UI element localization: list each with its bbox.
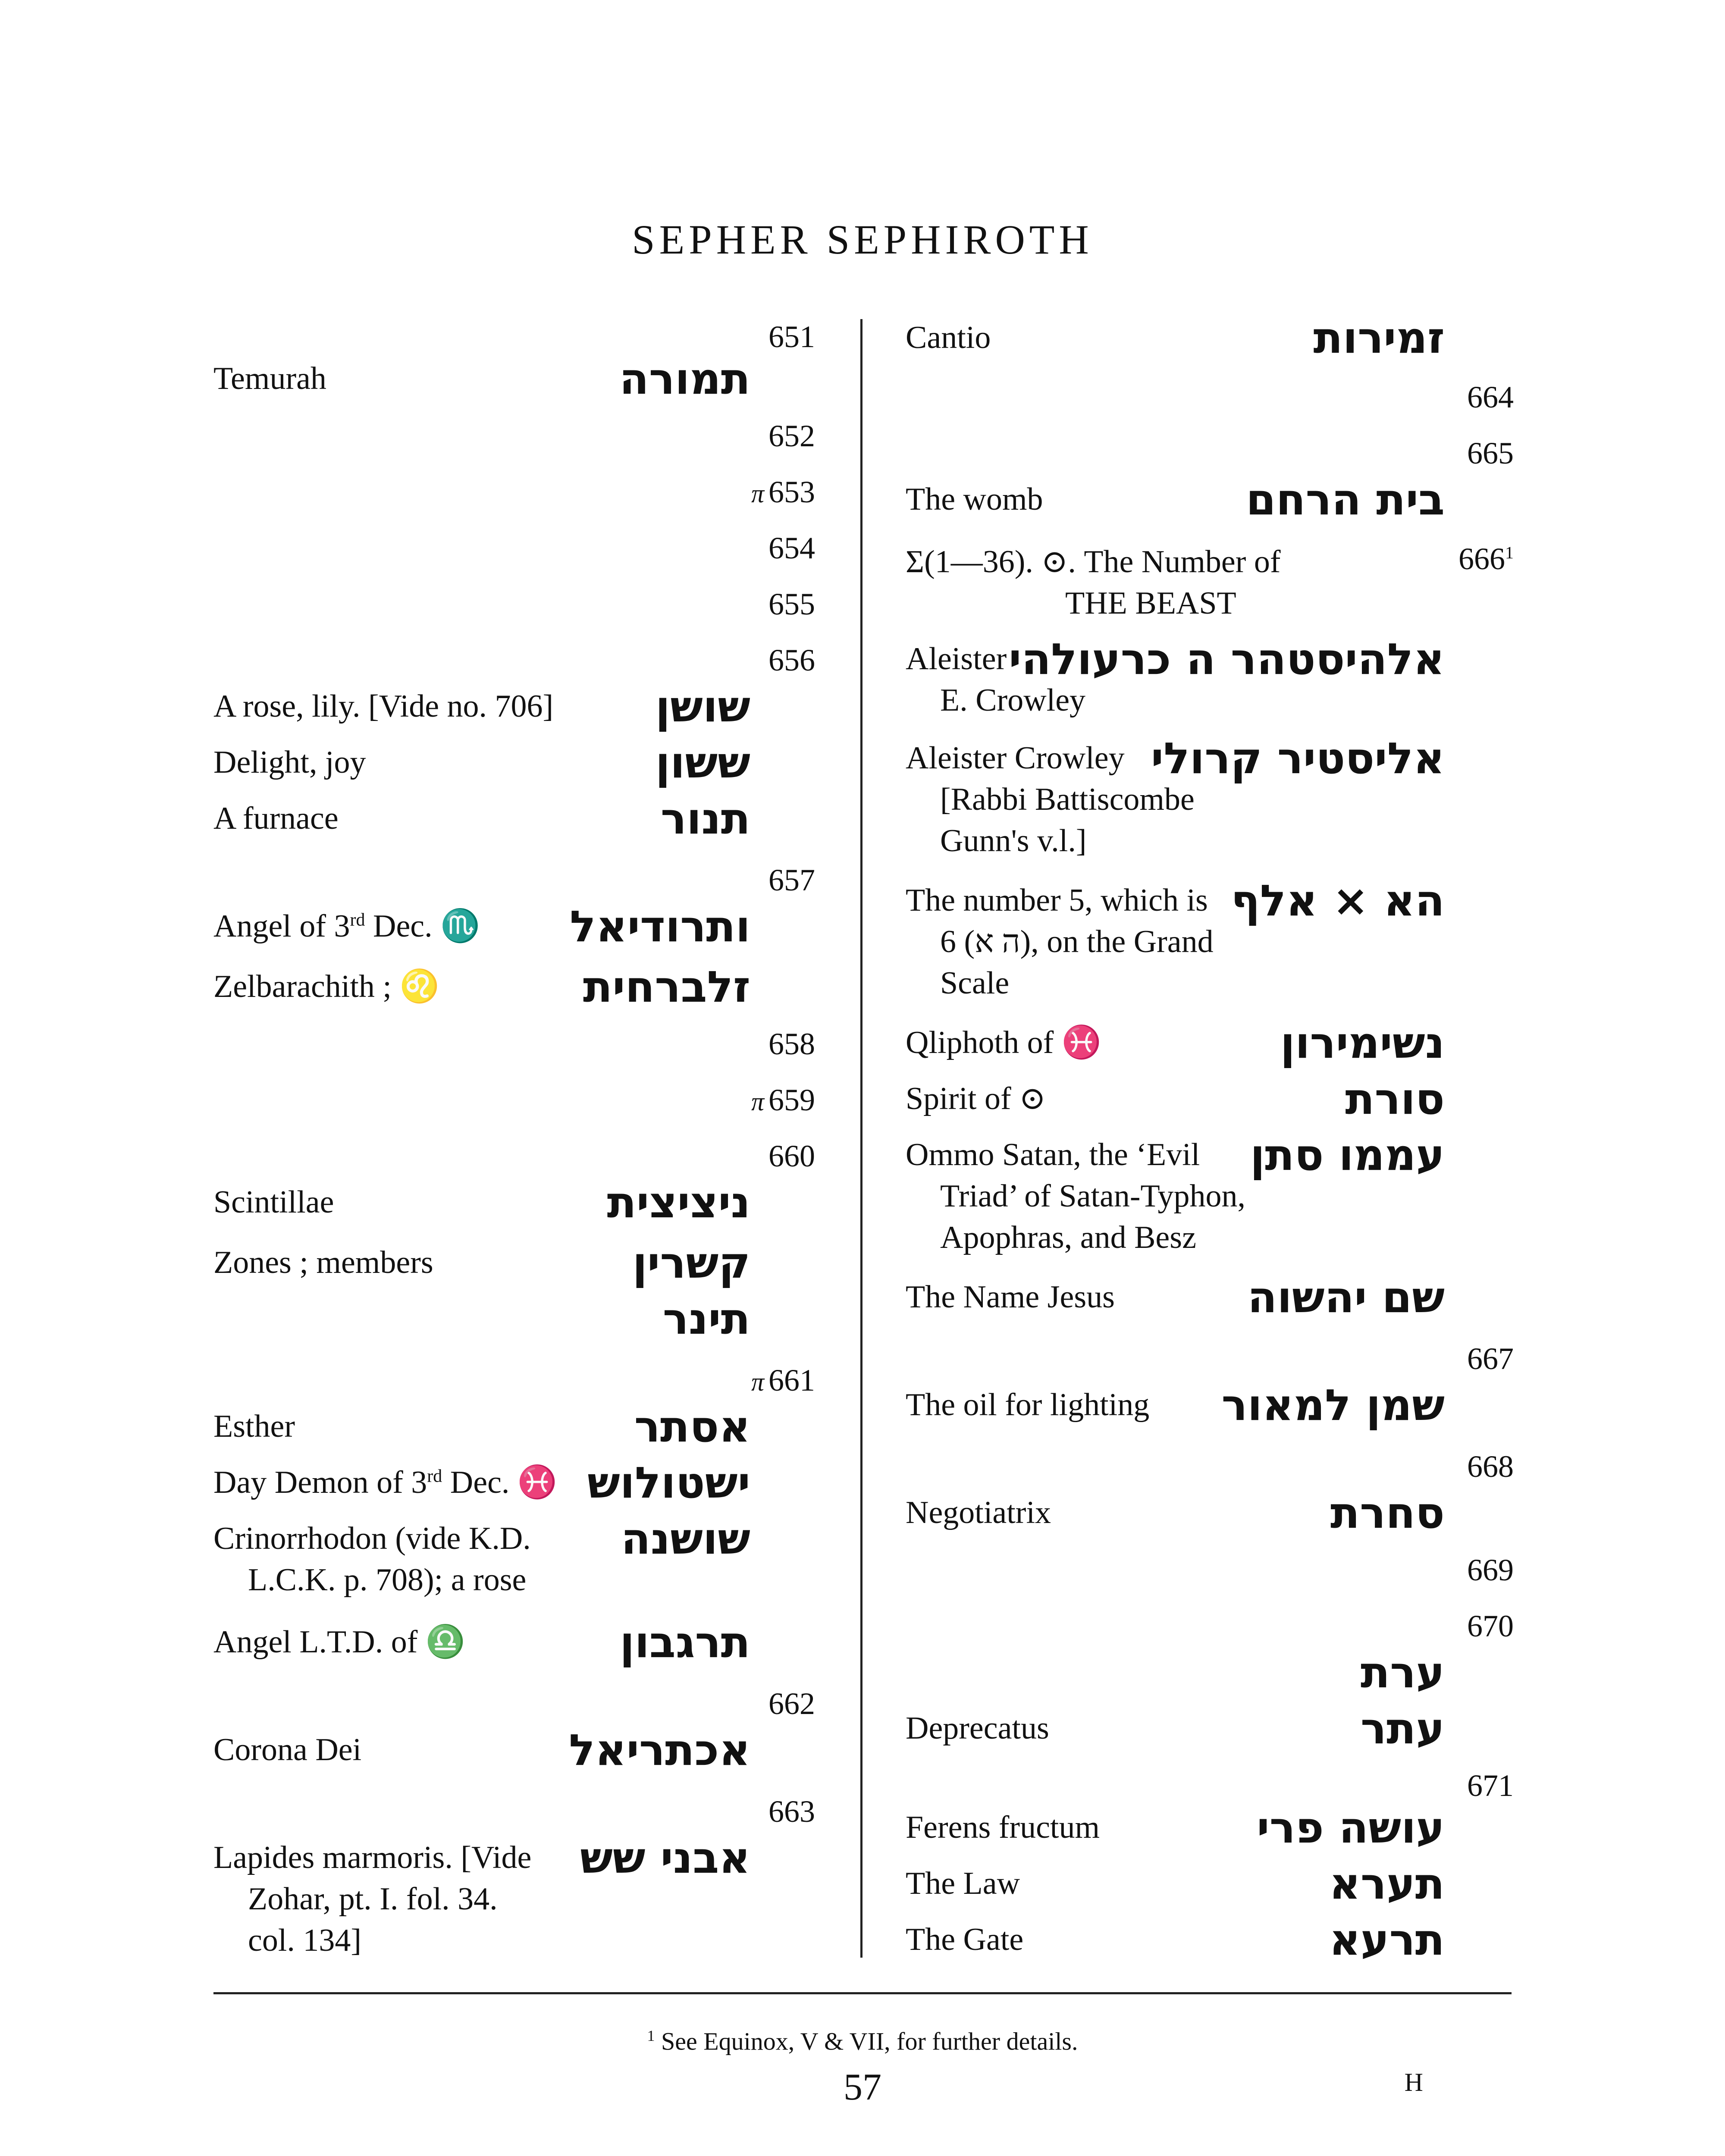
entry-hebrew: עושה פרי (1257, 1802, 1445, 1853)
entry-hebrew: שושן (655, 681, 750, 732)
entry-number (751, 1363, 815, 1398)
entry-number: 654 (768, 531, 815, 565)
entry-english: Zelbarachith ; ♌ (213, 969, 439, 1004)
entry-number: 665 (1467, 436, 1514, 470)
entry-hebrew: אליסטיר קרולי (1151, 733, 1445, 783)
entry-english: Qliphoth of ♓ (906, 1025, 1101, 1060)
entry-number: 671 (1467, 1768, 1514, 1803)
entry-hebrew: שם יהשוה (1247, 1272, 1445, 1322)
page-title: SEPHER SEPHIROTH (632, 216, 1093, 263)
entry-english-line: Aleister (906, 641, 1007, 677)
entry-english-text: Angel of 3 (213, 909, 350, 944)
entry-hebrew: שושנה (621, 1514, 750, 1564)
footnote-text: See Equinox, V & VII, for further details. (661, 2027, 1078, 2056)
entry-number-value: 661 (768, 1363, 815, 1398)
entry-english-line: L.C.K. p. 708); a rose (248, 1562, 527, 1598)
entry-number: 655 (768, 587, 815, 621)
entry-number: 663 (768, 1794, 815, 1829)
entry-english: Zones ; members (213, 1245, 433, 1280)
entry-hebrew: תערא (1329, 1858, 1445, 1909)
footnote-rule (213, 1992, 1512, 1994)
entry-english-line: Lapides marmoris. [Vide (213, 1840, 532, 1875)
entry-english-text: Dec. ♓ (442, 1465, 558, 1500)
entry-english (906, 880, 1214, 1004)
pi-mark: π (751, 479, 764, 508)
entry-english: A rose, lily. [Vide no. 706] (213, 689, 554, 724)
entry-english: A furnace (213, 801, 339, 836)
entry-hebrew: תרעא (1329, 1915, 1445, 1965)
entry-english (213, 1518, 531, 1601)
entry-number: 664 (1467, 380, 1514, 414)
ordinal-suffix: rd (427, 1466, 442, 1486)
entry-hebrew: עממו סתן (1250, 1130, 1445, 1180)
entry-english-line: Apophras, and Besz (940, 1220, 1196, 1255)
entry-english-text: Day Demon of 3 (213, 1465, 427, 1500)
entry-hebrew: נשימירון (1280, 1018, 1445, 1068)
entry-english-line: THE BEAST (1065, 586, 1236, 621)
pi-mark: π (751, 1087, 764, 1116)
entry-number: 657 (768, 863, 815, 897)
column-divider (860, 319, 862, 1958)
entry-english-line: Σ(1—36). ⊙. The Number of (906, 544, 1281, 580)
entry-english: Ferens fructum (906, 1810, 1100, 1845)
page-number: 57 (844, 2066, 881, 2108)
entry-english-text: Dec. ♏ (365, 909, 480, 944)
entry-hebrew: ניציצית (607, 1177, 750, 1228)
entry-hebrew: אכתריאל (569, 1725, 750, 1775)
entry-english (213, 1462, 557, 1503)
entry-english-line: E. Crowley (940, 683, 1086, 718)
entry-hebrew: בית הרחם (1246, 474, 1445, 525)
entry-english: Deprecatus (906, 1711, 1049, 1746)
entry-hebrew: עתר (1360, 1703, 1445, 1754)
entry-english: Scintillae (213, 1185, 334, 1220)
ordinal-suffix: rd (350, 910, 365, 930)
signature-mark: H (1404, 2068, 1423, 2096)
entry-number: 656 (768, 643, 815, 677)
entry-english-line: Aleister Crowley (906, 740, 1125, 776)
entry-number: 667 (1467, 1341, 1514, 1376)
entry-english-line: col. 134] (248, 1923, 362, 1958)
entry-hebrew: אבני שש (580, 1833, 750, 1883)
entry-english-line: Ommo Satan, the ‘Evil (906, 1137, 1200, 1172)
entry-english: The Name Jesus (906, 1279, 1115, 1315)
entry-english (213, 1837, 531, 1961)
entry-hebrew: תינר (662, 1294, 750, 1344)
entry-number: 660 (768, 1139, 815, 1173)
entry-english-line: Gunn's v.l.] (940, 823, 1087, 859)
entry-hebrew: הא × אלף (1231, 875, 1445, 926)
entry-english: Esther (213, 1409, 295, 1444)
pi-mark: π (751, 1368, 764, 1396)
entry-english: The Law (906, 1866, 1020, 1901)
entry-hebrew: קשרין (632, 1238, 750, 1288)
entry-english-line: Triad’ of Satan-Typhon, (940, 1178, 1246, 1214)
entry-english-line: Crinorrhodon (vide K.D. (213, 1521, 531, 1556)
entry-number: 662 (768, 1686, 815, 1721)
footnote-ref: 1 (1505, 543, 1514, 562)
entry-english-line: Zohar, pt. I. fol. 34. (248, 1881, 498, 1917)
entry-english: Cantio (906, 320, 991, 355)
entry-number: 652 (768, 419, 815, 453)
entry-number: 669 (1467, 1553, 1514, 1587)
footnote-mark: 1 (647, 2027, 655, 2044)
entry-english: Spirit of ⊙ (906, 1081, 1046, 1116)
entry-english (906, 541, 1281, 624)
entry-hebrew: סורת (1345, 1074, 1445, 1124)
entry-hebrew: תנור (660, 793, 750, 844)
entry-english-line: [Rabbi Battiscombe (940, 782, 1195, 817)
entry-number-value: 666 (1458, 542, 1505, 576)
entry-hebrew: זמירות (1313, 313, 1445, 363)
entry-english (213, 906, 480, 947)
entry-hebrew: ישטולוש (587, 1457, 750, 1508)
entry-number-value: 653 (768, 475, 815, 509)
entry-hebrew: סחרת (1330, 1488, 1445, 1538)
entry-hebrew: ותרודיאל (570, 901, 750, 952)
entry-number (1458, 541, 1514, 577)
entry-english: Delight, joy (213, 745, 366, 780)
entry-hebrew: תמורה (619, 354, 750, 404)
entry-number: 668 (1467, 1449, 1514, 1484)
entry-hebrew: תרגבון (620, 1617, 750, 1667)
entry-hebrew: שמן למאור (1221, 1380, 1445, 1430)
entry-english: Angel L.T.D. of ♎ (213, 1624, 465, 1660)
entry-english: The womb (906, 482, 1043, 517)
entry-english: Temurah (213, 361, 326, 396)
entry-hebrew: ששון (655, 737, 750, 788)
entry-english: The Gate (906, 1922, 1024, 1957)
entry-english-line: 6 (ה א), on the Grand (940, 924, 1214, 959)
footnote (0, 2027, 1725, 2056)
entry-english (906, 1134, 1245, 1258)
entry-hebrew: זלברחית (583, 962, 750, 1012)
entry-number-value: 659 (768, 1083, 815, 1117)
entry-english: Negotiatrix (906, 1495, 1051, 1530)
entry-hebrew: אסתר (634, 1401, 750, 1452)
entry-number: 670 (1467, 1609, 1514, 1643)
entry-english: Corona Dei (213, 1732, 362, 1767)
entry-number (751, 1082, 815, 1118)
entry-number (751, 474, 815, 510)
entry-number: 658 (768, 1027, 815, 1061)
entry-english: The oil for lighting (906, 1387, 1150, 1423)
entry-english-line: Scale (940, 965, 1010, 1001)
entry-hebrew: ערת (1360, 1647, 1445, 1698)
entry-number: 651 (768, 320, 815, 354)
entry-hebrew: אלהיסטהר ה כרעולהי (1009, 634, 1445, 684)
entry-english-line: The number 5, which is (906, 883, 1208, 918)
